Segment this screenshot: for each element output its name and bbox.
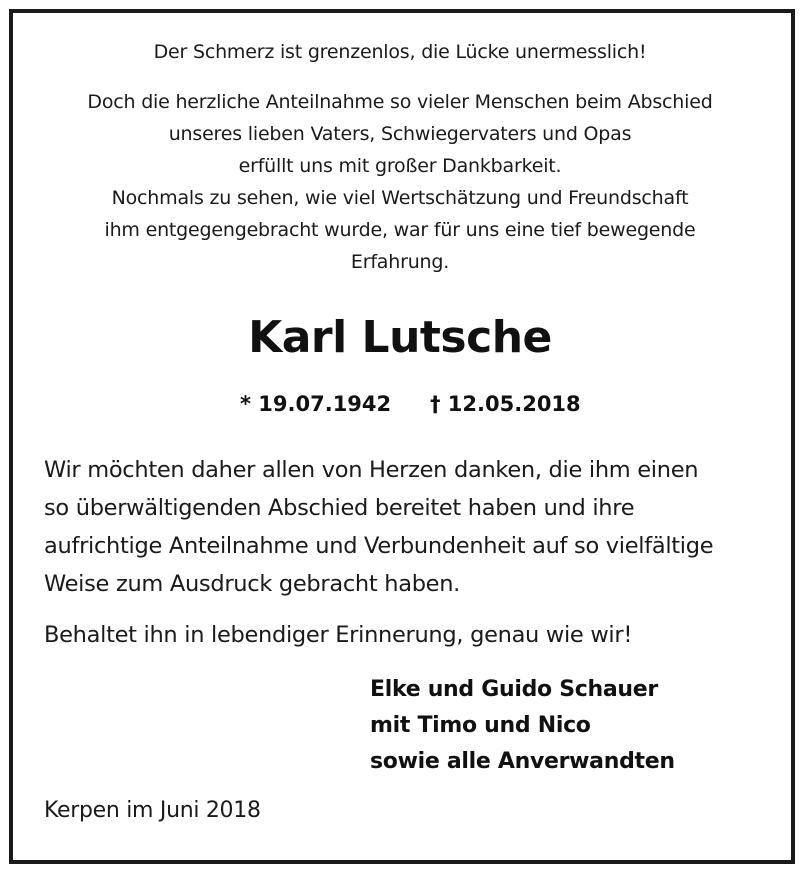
intro-line xyxy=(13,36,787,68)
signer-line: mit Timo und Nico xyxy=(370,713,591,738)
thanks-line: so überwältigenden Abschied bereitet haben und ihre xyxy=(44,495,635,521)
signer-line: sowie alle Anverwandten xyxy=(370,749,675,774)
signer-line: Elke und Guido Schauer xyxy=(370,677,658,702)
thanks-line: aufrichtige Anteilnahme und Verbundenheit auf so vielfältige xyxy=(44,533,714,559)
intro-paragraph-line: unseres lieben Vaters, Schwiegervaters und Opas xyxy=(168,123,632,145)
closing-sentence xyxy=(44,616,774,654)
signers-block xyxy=(370,672,675,780)
intro-paragraph-line: erfüllt uns mit großer Dankbarkeit. xyxy=(238,155,562,177)
death-date: † 12.05.2018 xyxy=(430,392,581,416)
place-and-date: Kerpen im Juni 2018 xyxy=(44,798,261,823)
intro-paragraph-line: Nochmals zu sehen, wie viel Wertschätzung und Freundschaft xyxy=(111,187,689,209)
intro-paragraph-line: ihm entgegengebracht wurde, war für uns eine tief bewegende xyxy=(104,219,696,241)
intro-first-line: Der Schmerz ist grenzenlos, die Lücke unermesslich! xyxy=(153,41,647,63)
thanks-paragraph xyxy=(44,451,774,603)
closing-line: Behaltet ihn in lebendiger Erinnerung, genau wie wir! xyxy=(44,622,633,648)
intro-paragraph-line: Erfahrung. xyxy=(350,251,450,273)
intro-paragraph-line: Doch die herzliche Anteilnahme so vieler Menschen beim Abschied xyxy=(87,91,713,113)
birth-date: * 19.07.1942 xyxy=(240,392,392,416)
deceased-name: Karl Lutsche xyxy=(248,312,552,363)
thanks-line: Wir möchten daher allen von Herzen danken, die ihm einen xyxy=(44,457,699,483)
thanks-line: Weise zum Ausdruck gebracht haben. xyxy=(44,571,461,597)
intro-paragraph xyxy=(13,86,787,278)
